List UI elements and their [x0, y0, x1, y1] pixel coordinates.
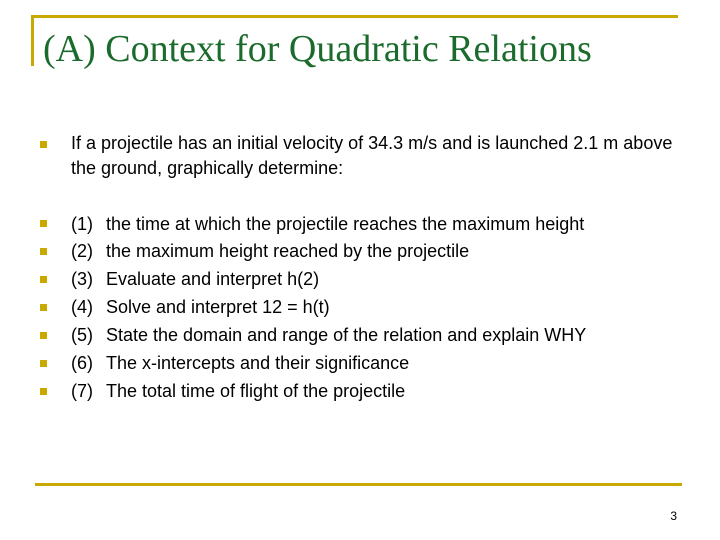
- list-item-number: (7): [71, 381, 93, 401]
- list-item-text: Solve and interpret 12 = h(t): [106, 297, 330, 317]
- bullet-icon: [40, 360, 47, 367]
- list-item: [71, 240, 469, 262]
- top-horizontal-rule: [31, 15, 678, 18]
- list-item-number: (5): [71, 325, 93, 345]
- list-item-text: State the domain and range of the relation and explain WHY: [106, 325, 587, 345]
- list-item: [71, 296, 330, 318]
- slide-title: (A) Context for Quadratic Relations: [43, 28, 592, 70]
- bullet-icon: [40, 304, 47, 311]
- list-item: [71, 324, 586, 346]
- list-item-text: Evaluate and interpret h(2): [106, 269, 320, 289]
- bullet-icon: [40, 276, 47, 283]
- list-item-text: the time at which the projectile reaches the maximum height: [106, 214, 585, 234]
- page-number: 3: [670, 509, 677, 523]
- list-item: [71, 352, 409, 374]
- bullet-icon: [40, 248, 47, 255]
- bullet-icon: [40, 388, 47, 395]
- list-item-text: The total time of flight of the projectile: [106, 381, 406, 401]
- list-item-number: (4): [71, 297, 93, 317]
- list-item-number: (6): [71, 353, 93, 373]
- list-item-text: the maximum height reached by the projectile: [106, 241, 470, 261]
- bottom-rule: [35, 483, 682, 486]
- intro-text: If a projectile has an initial velocity of 34.3 m/s and is launched 2.1 m above the ground, graphically determine:: [71, 133, 673, 178]
- list-item-number: (3): [71, 269, 93, 289]
- list-item: [71, 380, 405, 402]
- bullet-icon: [40, 141, 47, 148]
- list-item-number: (1): [71, 214, 93, 234]
- bullet-icon: [40, 220, 47, 227]
- list-item: [71, 268, 319, 290]
- list-item-number: (2): [71, 241, 93, 261]
- top-vertical-rule: [31, 15, 34, 66]
- bullet-icon: [40, 332, 47, 339]
- list-item-text: The x-intercepts and their significance: [106, 353, 410, 373]
- list-item: [71, 213, 584, 235]
